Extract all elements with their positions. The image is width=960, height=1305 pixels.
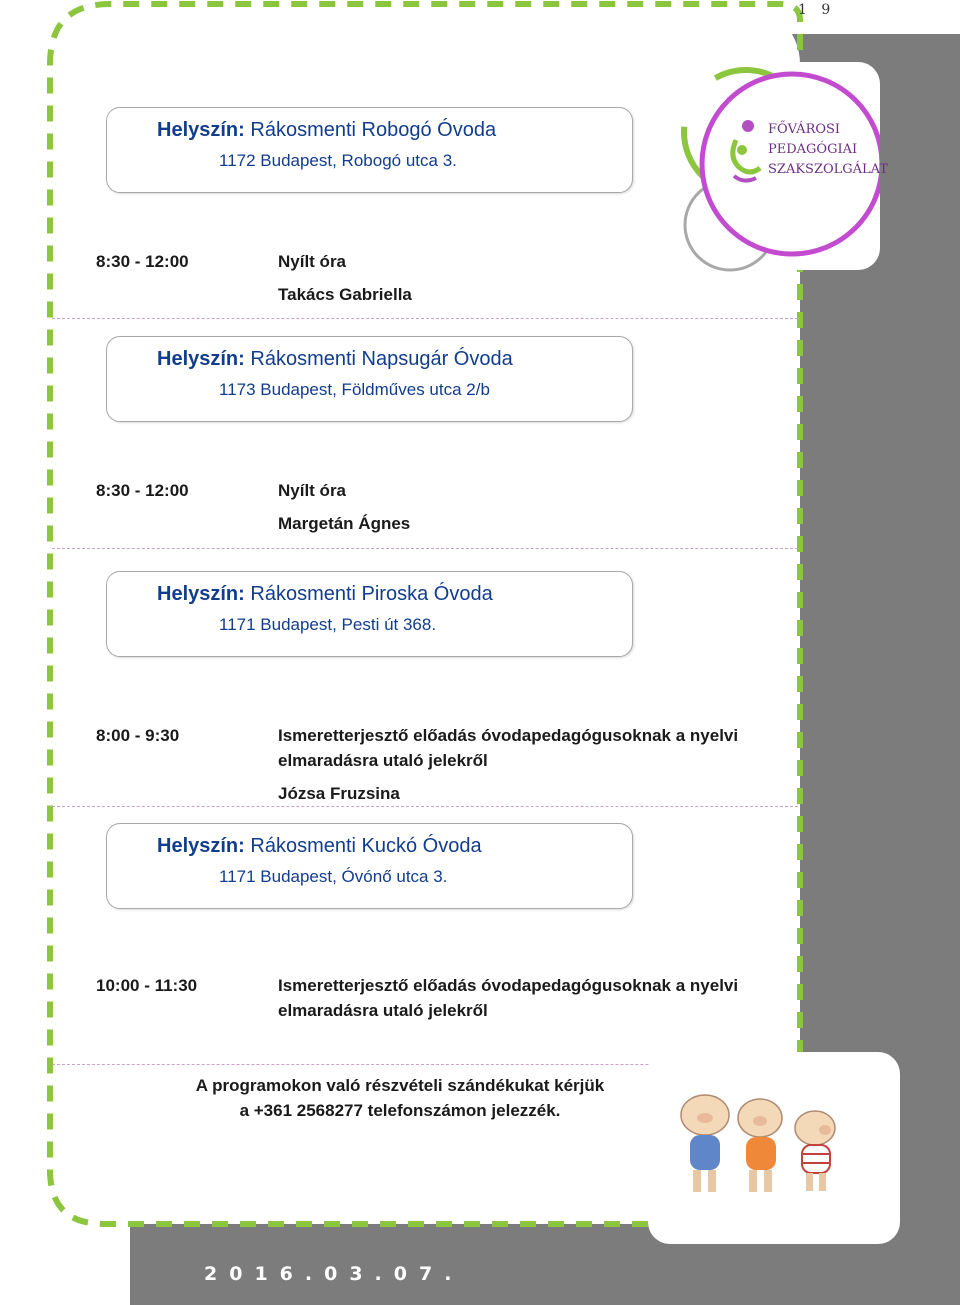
logo-text	[768, 120, 888, 180]
event-time: 8:00 - 9:30	[96, 726, 180, 745]
event-presenter: Józsa Fruzsina	[278, 784, 400, 803]
event-title: Nyílt óra	[278, 252, 347, 271]
venue-name: Rákosmenti Napsugár Óvoda	[250, 348, 513, 370]
registration-note	[80, 1073, 720, 1123]
venue-address: 1172 Budapest, Robogó utca 3.	[219, 151, 457, 170]
logo-text-line2: PEDAGÓGIAI	[768, 142, 858, 157]
logo-text-line1: FŐVÁROSI	[768, 122, 841, 137]
venue-address: 1171 Budapest, Pesti út 368.	[219, 615, 437, 634]
event-time: 8:30 - 12:00	[96, 252, 189, 271]
event-presenter: Takács Gabriella	[278, 285, 412, 304]
venue-card	[106, 107, 633, 193]
venue-card	[106, 823, 633, 909]
venue-address: 1171 Budapest, Óvónő utca 3.	[219, 867, 448, 886]
venue-label: Helyszín:	[157, 119, 245, 141]
separator-line	[52, 548, 798, 549]
logo-figure-icon	[726, 118, 766, 188]
venue-label: Helyszín:	[157, 348, 245, 370]
venue-label: Helyszín:	[157, 583, 245, 605]
venue-address: 1173 Budapest, Földműves utca 2/b	[219, 380, 490, 399]
separator-line	[52, 806, 798, 807]
venue-name: Rákosmenti Robogó Óvoda	[250, 119, 497, 141]
separator-line	[52, 318, 798, 319]
page-number: 1 9	[798, 2, 836, 18]
event-title-line1: Ismeretterjesztő előadás óvodapedagógusoknak a nyelvi	[278, 976, 739, 995]
event-title-line2: elmaradásra utaló jelekről	[278, 1001, 488, 1020]
note-line2: a +361 2568277 telefonszámon jelezzék.	[239, 1101, 561, 1120]
venue-label: Helyszín:	[157, 835, 245, 857]
venue-name: Rákosmenti Piroska Óvoda	[250, 583, 493, 605]
event-time: 8:30 - 12:00	[96, 481, 189, 500]
note-line1: A programokon való részvételi szándékukat kérjük	[195, 1076, 605, 1095]
event-title-line2: elmaradásra utaló jelekről	[278, 751, 488, 770]
logo-text-line3: SZAKSZOLGÁLAT	[768, 162, 889, 177]
event-presenter: Margetán Ágnes	[278, 514, 411, 533]
footer-date: 2016.03.07.	[204, 1263, 464, 1285]
event-title: Nyílt óra	[278, 481, 347, 500]
event-title-line1: Ismeretterjesztő előadás óvodapedagógusoknak a nyelvi	[278, 726, 739, 745]
venue-card	[106, 336, 633, 422]
venue-name: Rákosmenti Kuckó Óvoda	[250, 835, 482, 857]
venue-card	[106, 571, 633, 657]
event-time: 10:00 - 11:30	[96, 976, 198, 995]
